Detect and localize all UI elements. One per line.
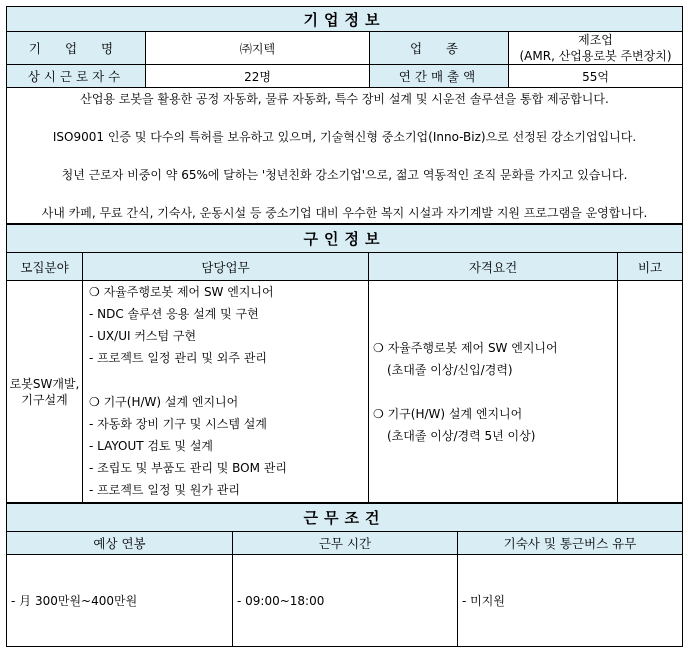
field-cell [7, 281, 83, 503]
col-requirements: 자격요건 [369, 253, 618, 281]
employees-value: 22명 [146, 65, 370, 88]
recruit-info-table [6, 224, 683, 503]
revenue-value: 55억 [509, 65, 683, 88]
requirement-item: ❍ 기구(H/W) 설계 엔지니어 [373, 406, 523, 421]
duty-item [89, 369, 368, 391]
company-section-title: 기업정보 [7, 7, 683, 32]
industry-line1: 제조업 [578, 33, 613, 47]
industry-label: 업 종 [370, 32, 509, 65]
duties-cell [83, 281, 369, 503]
duty-item: - 프로젝트 일정 관리 및 외주 관리 [89, 351, 267, 365]
revenue-label: 연간매출액 [370, 65, 509, 88]
col-note: 비고 [618, 253, 683, 281]
requirements-cell [369, 281, 618, 503]
intro-line: 사내 카페, 무료 간식, 기숙사, 운동시설 등 중소기업 대비 우수한 복지 시설과 자기계발 지원 프로그램을 운영합니다. [41, 205, 648, 220]
company-name-value: ㈜지텍 [146, 32, 370, 65]
recruit-section-title: 구인정보 [7, 225, 683, 253]
col-hours: 근무 시간 [233, 532, 458, 555]
intro-line: ISO9001 인증 및 다수의 특허를 보유하고 있으며, 기술혁신형 중소기업(Inno-Biz)으로 선정된 강소기업입니다. [52, 129, 637, 144]
company-name-label: 기 업 명 [7, 32, 146, 65]
duty-item: - UX/UI 커스텀 구현 [89, 329, 197, 343]
intro-line: 산업용 로봇을 활용한 공정 자동화, 물류 자동화, 특수 장비 설계 및 시운전 솔루션을 통합 제공합니다. [80, 91, 609, 106]
col-salary: 예상 연봉 [7, 532, 233, 555]
duties-list [83, 281, 368, 501]
field-line2: 기구설계 [21, 392, 68, 407]
company-intro [7, 88, 683, 224]
work-conditions-table [6, 503, 683, 647]
col-duties: 담당업무 [83, 253, 369, 281]
salary-value: - 月 300만원~400만원 [7, 555, 233, 647]
conditions-section-title: 근무조건 [7, 504, 683, 532]
duty-item: - LAYOUT 검토 및 설계 [89, 439, 214, 453]
col-dorm: 기숙사 및 통근버스 유무 [458, 532, 683, 555]
col-field: 모집분야 [7, 253, 83, 281]
hours-value: - 09:00~18:00 [233, 555, 458, 647]
requirement-item [369, 381, 617, 403]
employees-label: 상시근로자수 [7, 65, 146, 88]
requirement-item: ❍ 자율주행로봇 제어 SW 엔지니어 [373, 340, 558, 355]
company-info-table [6, 6, 683, 224]
dorm-value: - 미지원 [458, 555, 683, 647]
requirement-item: (초대졸 이상/경력 5년 이상) [387, 428, 536, 443]
intro-line: 청년 근로자 비중이 약 65%에 달하는 '청년친화 강소기업'으로, 젊고 역동적인 조직 문화를 가지고 있습니다. [61, 167, 628, 182]
note-cell [618, 281, 683, 503]
industry-value [509, 32, 683, 65]
industry-line2: (AMR, 산업용로봇 주변장치) [519, 49, 672, 63]
duty-item: ❍ 자율주행로봇 제어 SW 엔지니어 [89, 285, 274, 299]
field-line1: 로봇SW개발, [9, 376, 80, 391]
job-posting [6, 6, 682, 647]
requirement-item: (초대졸 이상/신입/경력) [387, 362, 513, 377]
duty-item: - 자동화 장비 기구 및 시스템 설계 [89, 417, 267, 431]
duty-item: - 프로젝트 일정 및 원가 관리 [89, 483, 240, 497]
duty-item: - NDC 솔루션 응용 설계 및 구현 [89, 307, 259, 321]
duty-item: ❍ 기구(H/W) 설계 엔지니어 [89, 395, 239, 409]
duty-item: - 조립도 및 부품도 관리 및 BOM 관리 [89, 461, 287, 475]
